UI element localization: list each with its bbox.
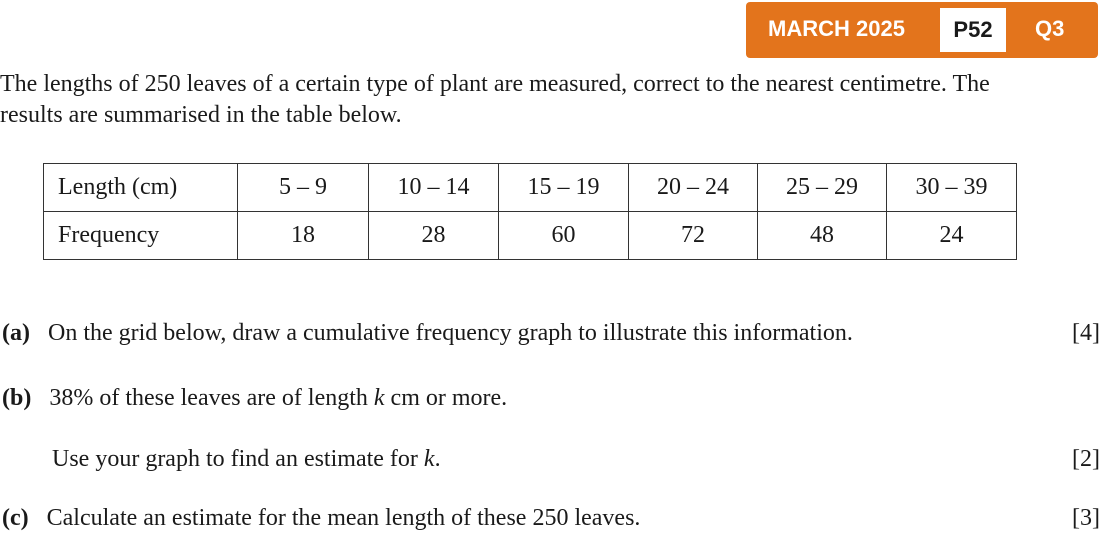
table-cell: 60 — [499, 212, 629, 260]
table-cell: 24 — [887, 212, 1017, 260]
question-intro — [0, 69, 1100, 131]
part-c — [2, 505, 640, 532]
table-cell: 18 — [238, 212, 369, 260]
row-header-length: Length (cm) — [44, 164, 238, 212]
part-b-text-post: cm or more. — [384, 385, 508, 411]
intro-line-1: The lengths of 250 leaves of a certain type of plant are measured, correct to the nearest centimetre. The — [0, 71, 990, 97]
intro-line-2: results are summarised in the table below. — [0, 102, 402, 128]
table-cell: 20 – 24 — [629, 164, 758, 212]
part-b-sub-pre: Use your graph to find an estimate for — [52, 446, 424, 472]
badge-question: Q3 — [1035, 16, 1065, 41]
table-row-frequency — [44, 212, 1017, 260]
table-cell: 25 – 29 — [758, 164, 887, 212]
part-b — [2, 385, 507, 412]
part-a-marks: [4] — [1072, 320, 1100, 346]
table-cell: 15 – 19 — [499, 164, 629, 212]
part-b-marks: [2] — [1072, 446, 1100, 472]
part-b-instruction — [52, 446, 441, 473]
table-cell: 10 – 14 — [369, 164, 499, 212]
exam-badge — [746, 2, 1098, 58]
part-c-label: (c) — [2, 505, 29, 531]
frequency-table — [43, 163, 1017, 260]
table-cell: 72 — [629, 212, 758, 260]
badge-month: MARCH 2025 — [768, 16, 905, 41]
part-b-label: (b) — [2, 385, 32, 411]
part-b-sub-post: . — [434, 446, 441, 472]
part-c-text: Calculate an estimate for the mean length of these 250 leaves. — [46, 505, 641, 531]
badge-paper: P52 — [940, 8, 1006, 52]
table-cell: 48 — [758, 212, 887, 260]
part-a-text: On the grid below, draw a cumulative frequency graph to illustrate this information. — [47, 320, 853, 346]
table-row-length — [44, 164, 1017, 212]
part-c-marks: [3] — [1072, 505, 1100, 531]
table-cell: 5 – 9 — [238, 164, 369, 212]
part-b-sub-variable: k — [423, 446, 435, 472]
table-cell: 28 — [369, 212, 499, 260]
table-cell: 30 – 39 — [887, 164, 1017, 212]
part-a — [2, 320, 853, 347]
part-b-text-pre: 38% of these leaves are of length — [49, 385, 374, 411]
row-header-frequency: Frequency — [44, 212, 238, 260]
part-a-label: (a) — [2, 320, 30, 346]
part-b-variable: k — [373, 385, 385, 411]
